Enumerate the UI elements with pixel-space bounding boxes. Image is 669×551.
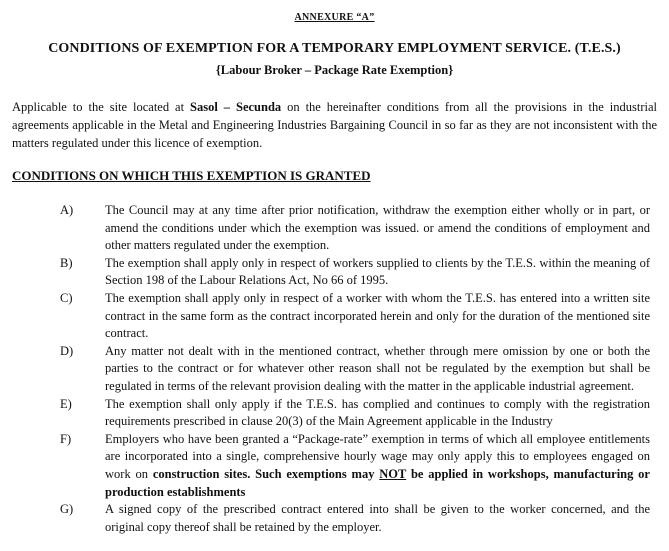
section-heading: CONDITIONS ON WHICH THIS EXEMPTION IS GRANTED — [12, 168, 371, 183]
condition-text: The exemption shall apply only in respect of workers supplied to clients by the T.E.S. within the meaning of Section 198 of the Labour Relations Act, No 66 of 1995. — [105, 255, 650, 288]
condition-text: Any matter not dealt with in the mentioned contract, whether through mere omission by one or both the parties to the contract or for whatever other reason shall not be regulated by the exemption but shall be regulated in terms of the relevant provision dealing with the matter in the applicable industrial agreement. — [105, 343, 650, 393]
condition-letter: C) — [60, 290, 73, 305]
condition-item-f — [0, 431, 669, 501]
intro-site-name: Sasol – Secunda — [190, 100, 282, 114]
condition-letter: G) — [60, 502, 74, 517]
annexure-label: ANNEXURE “A” — [294, 12, 375, 23]
condition-letter: E) — [60, 396, 72, 411]
intro-text-before: Applicable to the site located at — [12, 100, 191, 114]
condition-f-not-emphasis: NOT — [379, 466, 407, 481]
condition-text: The exemption shall apply only in respect of a worker with whom the T.E.S. has entered into a written site contract in the same form as the contract incorporated herein and only for the duration of the mentioned site contract. — [105, 290, 650, 341]
condition-letter: B) — [60, 255, 73, 270]
document-subtitle: {Labour Broker – Package Rate Exemption} — [215, 63, 454, 77]
document-title: CONDITIONS OF EXEMPTION FOR A TEMPORARY EMPLOYMENT SERVICE. (T.E.S.) — [48, 41, 621, 56]
condition-item-d — [0, 343, 669, 396]
condition-item-a — [0, 202, 669, 255]
condition-text: The Council may at any time after prior notification, withdraw the exemption either wholly or in part, or amend the conditions under which the exemption was issued. or amend the conditions of employment and other matters regulated under the exemption. — [105, 203, 650, 253]
condition-f-bold-2: be applied in workshops, manufacturing or production establishments — [105, 466, 650, 499]
condition-f-plain: Employers who have been granted a “Package-rate” exemption in terms of which all employee entitlements are incorporated into a single, comprehensive hourly wage may only apply this to employees engaged on work on — [105, 431, 650, 481]
condition-f-bold-1: construction sites. Such exemptions may — [152, 466, 380, 481]
condition-letter: D) — [60, 343, 74, 358]
condition-item-e — [0, 396, 669, 431]
condition-letter: F) — [60, 431, 72, 446]
condition-item-g — [0, 501, 669, 536]
condition-text: The exemption shall only apply if the T.E.S. has complied and continues to comply with the registration requirements prescribed in clause 20(3) of the Main Agreement applicable in the Industry — [105, 396, 650, 429]
conditions-list — [0, 202, 669, 536]
condition-item-c — [0, 290, 669, 343]
condition-item-b — [0, 255, 669, 290]
intro-paragraph — [12, 98, 657, 152]
intro-text-after: on the hereinafter conditions from all the provisions in the industrial agreements applicable in the Metal and Engineering Industries Bargaining Council in so far as they are not inconsistent with the matters regulated under this licence of exemption. — [12, 100, 657, 150]
condition-text — [105, 431, 650, 501]
condition-text: A signed copy of the prescribed contract entered into shall be given to the worker concerned, and the original copy thereof shall be retained by the employer. — [105, 502, 650, 534]
condition-letter: A) — [60, 203, 74, 217]
